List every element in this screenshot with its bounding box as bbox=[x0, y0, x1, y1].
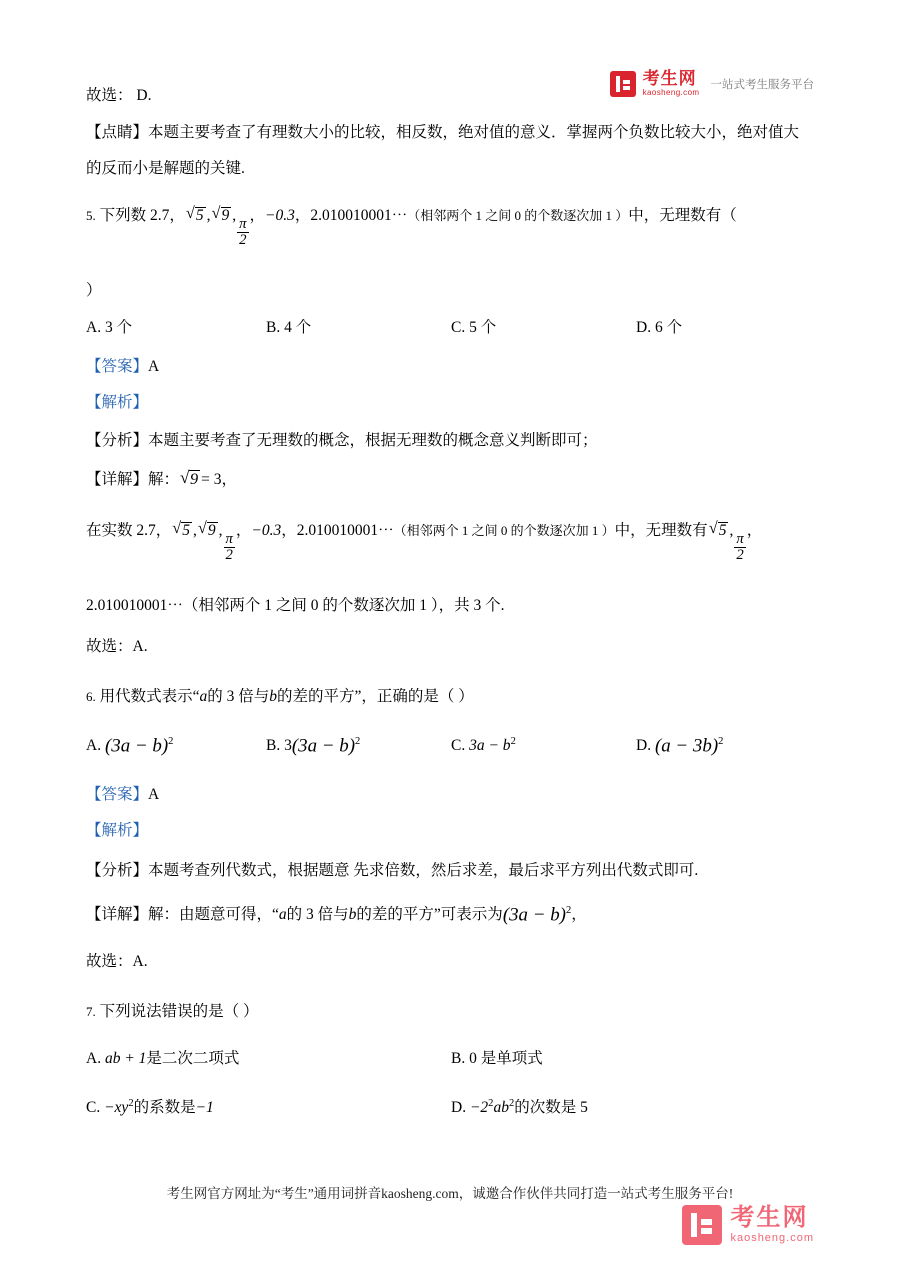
q6-option-a-expr: (3a − b) bbox=[104, 735, 169, 757]
q7-option-d-expr-b: ab bbox=[493, 1099, 509, 1117]
footer-brand-text bbox=[730, 1206, 814, 1244]
q5-body-sqrt5: √ 5 bbox=[172, 522, 192, 539]
q6-stem-mid1: 的 3 倍与 bbox=[207, 687, 270, 705]
q4-insight-line2: 的反而小是解题的关键. bbox=[86, 160, 245, 177]
q5-xiangjie-prefix: 解： bbox=[148, 471, 180, 488]
q5-body-comma2: ， bbox=[281, 521, 297, 539]
document-content bbox=[86, 88, 814, 1116]
q6-xiangjie-label: 【详解】 bbox=[86, 906, 149, 924]
q4-choice-line: 故选： D. bbox=[86, 87, 152, 104]
q6-var-b: b bbox=[269, 687, 278, 705]
q6-xiangjie-a: a bbox=[278, 906, 287, 924]
q5-option-d-text: 6 个 bbox=[654, 319, 683, 336]
q5-body-ans-sqrt5: √ 5 bbox=[709, 522, 729, 539]
q5-body-tail-line: 2.010010001⋯（相邻两个 1 之间 0 的个数逐次加 1 ），共 3 个. bbox=[86, 596, 505, 614]
q5-option-c-text: 5 个 bbox=[469, 319, 497, 336]
q5-conclusion: 故选：A. bbox=[86, 638, 148, 655]
q7-option-c-expr: −xy bbox=[104, 1099, 129, 1117]
q5-option-b[interactable] bbox=[266, 320, 451, 336]
q5-stem-pre: 下列数 2.7， bbox=[99, 206, 185, 224]
q6-analysis-label: 【解析】 bbox=[86, 822, 149, 840]
q7-option-b-text: 0 是单项式 bbox=[469, 1049, 543, 1067]
q7-option-d-expr-a: −2 bbox=[469, 1099, 489, 1117]
header-slogan: 一站式考生服务平台 bbox=[710, 78, 814, 91]
q5-body-pre: 在实数 2.7， bbox=[86, 521, 172, 539]
q6-option-d-key: D. bbox=[636, 737, 652, 755]
q7-number: 7. bbox=[86, 1004, 96, 1020]
q5-fenxi-label: 【分析】 bbox=[86, 431, 149, 449]
q6-xiangjie-expr: (3a − b) bbox=[502, 904, 566, 926]
q7-option-b-key: B. bbox=[451, 1049, 466, 1067]
q4-insight-text1: 本题主要考查了有理数大小的比较，相反数，绝对值的意义．掌握两个负数比较大小，绝对值大 bbox=[148, 123, 800, 141]
q5-option-a-key: A. bbox=[86, 319, 102, 336]
footer-note: 考生网官方网址为“考生”通用词拼音kaosheng.com，诚邀合作伙伴共同打造一站式考生服务平台! bbox=[166, 1186, 734, 1201]
q7-option-c-text: 的系数是 bbox=[133, 1099, 196, 1117]
q6-number: 6. bbox=[86, 688, 96, 704]
q6-conclusion: 故选：A. bbox=[86, 952, 148, 970]
q6-option-b[interactable] bbox=[266, 737, 451, 757]
q6-fenxi-label: 【分析】 bbox=[86, 861, 149, 879]
q7-option-c-exp: 2 bbox=[128, 1098, 134, 1110]
q5-answer-label: 【答案】 bbox=[86, 357, 149, 375]
kaosheng-watermark-icon bbox=[682, 1205, 722, 1245]
q5-body-comma1: ， bbox=[235, 521, 252, 539]
q5-option-b-text: 4 个 bbox=[284, 319, 312, 336]
footer-watermark-logo bbox=[682, 1205, 814, 1245]
q5-sqrt9-eq: √ 9 bbox=[180, 470, 200, 487]
q5-body-sqrt9: √ 9 bbox=[198, 522, 218, 539]
q5-body-ans-pi-over-2: $\frac{\pi}{2}$ bbox=[736, 530, 744, 564]
q5-body-paren-note: （相邻两个 1 之间 0 的个数逐次加 1 ） bbox=[393, 522, 615, 538]
q4-insight-label: 【点睛】 bbox=[86, 123, 149, 141]
footer-brand-sub: kaosheng.com bbox=[730, 1232, 814, 1244]
q6-stem-pre: 用代数式表示“ bbox=[99, 687, 200, 705]
q5-comma2: ， bbox=[294, 206, 311, 224]
q6-fenxi-line bbox=[86, 863, 814, 879]
q6-option-d-expr: (a − 3b) bbox=[654, 735, 719, 757]
q5-answer-line bbox=[86, 359, 814, 375]
q7-option-d-text: 的次数是 5 bbox=[514, 1099, 588, 1117]
q5-fenxi-line bbox=[86, 433, 814, 449]
q6-xiangjie-mid1: 的 3 倍与 bbox=[286, 906, 349, 924]
q7-option-a-key: A. bbox=[86, 1049, 102, 1067]
q5-option-a-text: 3 个 bbox=[104, 319, 133, 336]
q6-xiangjie-exp: 2 bbox=[565, 905, 572, 917]
q5-sqrt5: √ 5 bbox=[186, 207, 206, 224]
q7-option-b[interactable] bbox=[451, 1051, 543, 1067]
q5-xiangjie-line bbox=[86, 470, 814, 488]
q6-option-a-key: A. bbox=[86, 737, 102, 755]
q5-stem-post2: ） bbox=[86, 281, 102, 299]
q6-answer-label: 【答案】 bbox=[86, 785, 149, 803]
q6-var-a: a bbox=[199, 687, 208, 705]
q5-body-neg03: −0.3 bbox=[251, 521, 282, 539]
q5-option-c-key: C. bbox=[451, 319, 466, 336]
q7-option-c[interactable] bbox=[86, 1099, 451, 1116]
q5-neg03: −0.3 bbox=[265, 206, 295, 224]
q7-option-d-key: D. bbox=[451, 1099, 467, 1117]
q7-stem bbox=[86, 1004, 814, 1020]
q5-option-b-key: B. bbox=[266, 319, 281, 336]
q5-xiangjie-comma: ， bbox=[221, 471, 238, 488]
q5-number: 5. bbox=[86, 207, 96, 223]
q6-stem bbox=[86, 689, 814, 705]
q7-stem-text: 下列说法错误的是（ ） bbox=[99, 1003, 259, 1021]
q5-analysis-label: 【解析】 bbox=[86, 394, 149, 411]
q7-option-d-exp-b: 2 bbox=[508, 1098, 515, 1110]
q6-xiangjie-line bbox=[86, 906, 814, 926]
footer-brand-title: 考生网 bbox=[730, 1204, 809, 1231]
q7-option-a[interactable] bbox=[86, 1051, 451, 1067]
q6-option-b-expr: (3a − b) bbox=[291, 735, 356, 757]
q7-option-d-exp-a: 2 bbox=[488, 1098, 494, 1110]
q5-body-line: 在实数 2.7， √ 5 , √ 9 , $\frac{\pi}{2}$ ，−0.3，2.010010001⋯（相邻两个 1 之间 0 的个数逐次加 1 ）中，无理数有 √ 5 , $\frac{\pi}{2}$ ， bbox=[86, 522, 814, 564]
q7-option-d[interactable] bbox=[451, 1099, 588, 1116]
q6-option-a-exp: 2 bbox=[168, 736, 174, 747]
q6-option-c-key: C. bbox=[451, 737, 466, 755]
q5-body-decimal: 2.010010001⋯ bbox=[296, 521, 394, 539]
q6-option-b-lead: 3 bbox=[284, 737, 292, 755]
q5-stem: 5. 下列数 2.7， √ 5 , √ 9 , $\frac{\pi}{2}$ ，−0.3，2.010010001⋯（相邻两个 1 之间 0 的个数逐次加 1 ）中，无理数有（ bbox=[86, 207, 814, 249]
q5-body-tail-comma: ， bbox=[746, 521, 763, 539]
q5-answer-value: A bbox=[148, 357, 160, 375]
q5-paren-note: （相邻两个 1 之间 0 的个数逐次加 1 ） bbox=[407, 207, 629, 223]
q5-decimal: 2.010010001⋯ bbox=[310, 206, 408, 224]
q6-xiangjie-mid2: 的差的平方”可表示为 bbox=[356, 906, 503, 924]
q5-xiangjie-eq-rest: = 3 bbox=[201, 471, 222, 488]
q6-answer-value: A bbox=[148, 785, 160, 803]
q6-stem-mid2: 的差的平方”，正确的是（ ） bbox=[277, 687, 474, 705]
q6-option-c[interactable] bbox=[451, 737, 636, 757]
q5-xiangjie-label: 【详解】 bbox=[86, 471, 149, 488]
q5-comma1: ， bbox=[249, 206, 266, 224]
q6-option-b-exp: 2 bbox=[355, 736, 361, 747]
q7-option-a-expr: ab + 1 bbox=[104, 1049, 147, 1067]
q6-option-d-exp: 2 bbox=[718, 736, 724, 747]
q5-option-a[interactable] bbox=[86, 320, 266, 336]
q5-body-pi-over-2: $\frac{\pi}{2}$ bbox=[225, 530, 233, 564]
q7-option-a-text: 是二次二项式 bbox=[146, 1049, 240, 1067]
q6-answer-line bbox=[86, 787, 814, 803]
q5-sqrt9: √ 9 bbox=[212, 207, 232, 224]
q6-xiangjie-pre: 解：由题意可得，“ bbox=[148, 906, 279, 924]
q5-option-d-key: D. bbox=[636, 319, 652, 336]
q6-xiangjie-b: b bbox=[348, 906, 357, 924]
header-brand-title: 考生网 bbox=[642, 69, 697, 88]
q5-fenxi-text: 本题主要考查了无理数的概念，根据无理数的概念意义判断即可； bbox=[148, 431, 598, 449]
q7-option-c-value: −1 bbox=[195, 1099, 214, 1117]
q6-fenxi-text: 本题考查列代数式，根据题意 先求倍数，然后求差，最后求平方列出代数式即可. bbox=[148, 861, 699, 879]
q6-xiangjie-comma: ， bbox=[571, 906, 587, 924]
q5-option-c[interactable] bbox=[451, 320, 636, 336]
q6-option-c-expr: 3a − b bbox=[469, 737, 511, 755]
q6-option-c-exp: 2 bbox=[510, 736, 516, 747]
q5-pi-over-2: $\frac{\pi}{2}$ bbox=[239, 215, 247, 249]
header-brand-sub: kaosheng.com bbox=[642, 88, 700, 97]
q6-option-a[interactable] bbox=[86, 737, 266, 757]
q6-option-b-key: B. bbox=[266, 737, 281, 755]
q7-option-c-key: C. bbox=[86, 1099, 101, 1117]
q6-option-d[interactable] bbox=[636, 737, 723, 757]
q5-stem-post: 中，无理数有（ bbox=[628, 206, 737, 224]
q5-body-mid-post: 中，无理数有 bbox=[614, 521, 708, 539]
q4-insight-line1 bbox=[86, 125, 814, 141]
q5-option-d[interactable] bbox=[636, 320, 682, 336]
